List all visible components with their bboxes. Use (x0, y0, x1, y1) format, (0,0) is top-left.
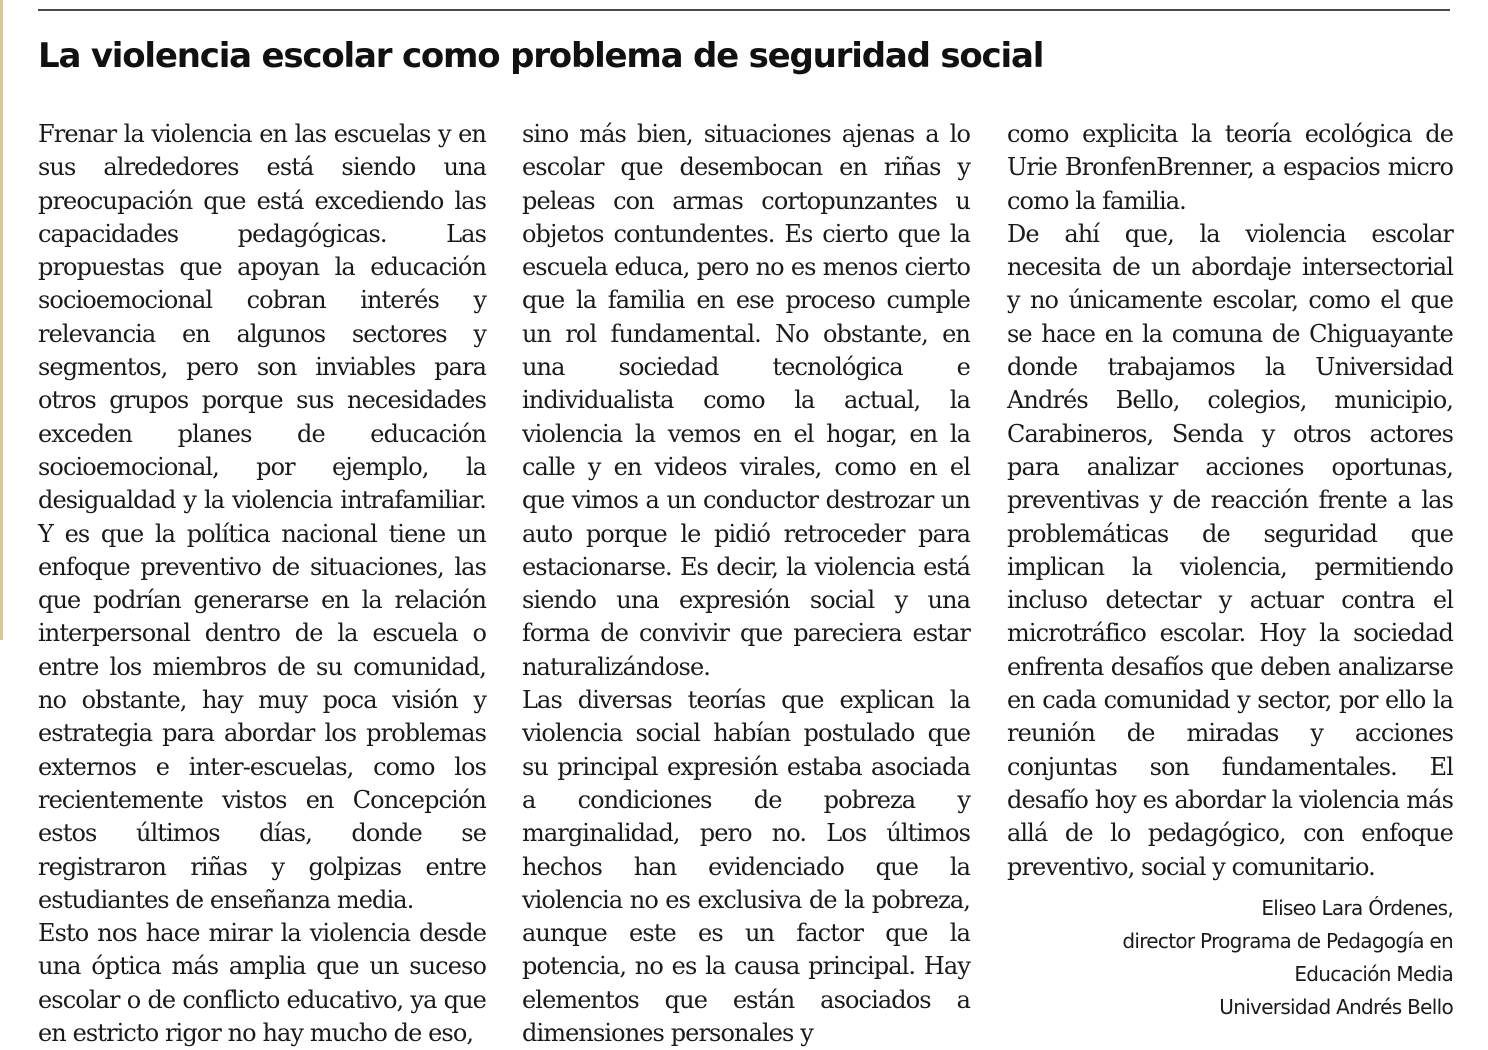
column-1-paragraph-1: Frenar la violencia en las escuelas y en sus alrededores está siendo una preocupación que está excediendo las capacidades pedagógicas. Las propuestas que apoyan la educación socioemocional cobran interés y relevancia en algunos sectores y segmentos, pero son inviables para otros grupos porque sus necesidades exceden planes de educación socioemocional, por ejemplo, la desigualdad y la violencia intrafamiliar. Y es que la política nacional tiene un enfoque preventivo de situaciones, las que podrían generarse en la relación interpersonal dentro de la escuela o entre los miembros de su comunidad, no obstante, hay muy poca visión y estrategia para abordar los problemas externos e inter-escuelas, como los recientemente vistos en Concepción estos últimos días, donde se registraron riñas y golpizas entre estudiantes de enseñanza media. (38, 120, 486, 914)
column-3-paragraph-1: como explicita la teoría ecológica de Urie BronfenBrenner, a espacios micro como la familia. (1007, 120, 1453, 215)
column-1-paragraph-2: Esto nos hace mirar la violencia desde una óptica más amplia que un suceso escolar o de conflicto educativo, ya que en estricto rigor no hay mucho de eso, (38, 919, 486, 1048)
author-signature (1007, 892, 1453, 1024)
article-column-2 (522, 118, 970, 1048)
article-headline: La violencia escolar como problema de seguridad social (38, 36, 1044, 76)
author-department: Educación Media (1294, 961, 1453, 986)
column-2-paragraph-1: sino más bien, situaciones ajenas a lo escolar que desembocan en riñas y peleas con armas cortopunzantes u objetos contundentes. Es cierto que la escuela educa, pero no es menos cierto que la familia en ese proceso cumple un rol fundamental. No obstante, en una sociedad tecnológica e individualista como la actual, la violencia la vemos en el hogar, en la calle y en videos virales, como en el que vimos a un conductor destrozar un auto porque le pidió retroceder para estacionarse. Es decir, la violencia está siendo una expresión social y una forma de convivir que pareciera estar naturalizándose. (522, 120, 970, 681)
article-column-3 (1007, 118, 1453, 1019)
column-2-paragraph-2: Las diversas teorías que explican la violencia social habían postulado que su principal expresión estaba asociada a condiciones de pobreza y marginalidad, pero no. Los últimos hechos han evidenciado que la violencia no es exclusiva de la pobreza, aunque este es un factor que la potencia, no es la causa principal. Hay elementos que están asociados a dimensiones personales y (522, 686, 970, 1048)
author-institution: Universidad Andrés Bello (1219, 994, 1453, 1019)
author-name: Eliseo Lara Órdenes, (1261, 895, 1453, 920)
article-column-1 (38, 118, 486, 1048)
top-rule (38, 9, 1450, 11)
author-role: director Programa de Pedagogía en (1122, 928, 1453, 953)
column-3-paragraph-2: De ahí que, la violencia escolar necesita de un abordaje intersectorial y no únicamente escolar, como el que se hace en la comuna de Chiguayante donde trabajamos la Universidad Andrés Bello, colegios, municipio, Carabineros, Senda y otros actores para analizar acciones oportunas, preventivas y de reacción frente a las problemáticas de seguridad que implican la violencia, permitiendo incluso detectar y actuar contra el microtráfico escolar. Hoy la sociedad enfrenta desafíos que deben analizarse en cada comunidad y sector, por ello la reunión de miradas y acciones conjuntas son fundamentales. El desafío hoy es abordar la violencia más allá de lo pedagógico, con enfoque preventivo, social y comunitario. (1007, 219, 1453, 881)
page-edge-mark (0, 0, 3, 640)
